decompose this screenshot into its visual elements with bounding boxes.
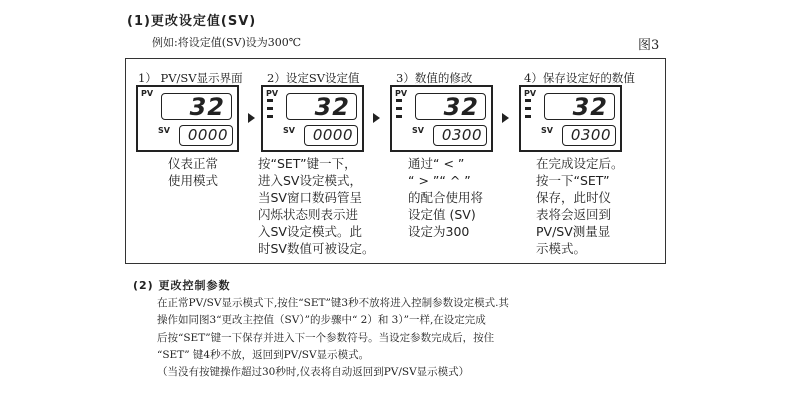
desc-line: 通过“ < ” bbox=[408, 156, 465, 171]
section-2-body bbox=[157, 295, 509, 381]
pv-value: 32 bbox=[189, 93, 225, 121]
step-1-title: 1） PV/SV显示界面 bbox=[138, 71, 243, 85]
sv-value: 0300 bbox=[441, 126, 482, 144]
pv-label: PV bbox=[395, 89, 408, 98]
controller-panel-step-3 bbox=[390, 85, 493, 152]
pv-display bbox=[544, 93, 615, 120]
example-text: 例如:将设定值(SV)设为300℃ bbox=[152, 36, 302, 49]
step-4-title: 4）保存设定好的数值 bbox=[524, 71, 635, 85]
body-line: 后按“SET”键一下保存并进入下一个参数符号。当设定参数完成后，按住 bbox=[157, 331, 495, 344]
desc-line: 使用模式 bbox=[168, 173, 219, 188]
pv-label: PV bbox=[266, 89, 279, 98]
pv-value: 32 bbox=[314, 93, 350, 121]
pv-display bbox=[161, 93, 232, 120]
desc-line: PV/SV测量显 bbox=[536, 224, 611, 239]
body-line: 在正常PV/SV显示模式下,按住“SET”键3秒不放将进入控制参数设定模式.其 bbox=[157, 297, 509, 309]
pv-value: 32 bbox=[443, 93, 479, 121]
sv-label: SV bbox=[412, 126, 424, 135]
sv-display bbox=[562, 125, 616, 146]
step-2-title: 2）设定SV设定值 bbox=[267, 71, 360, 85]
desc-line: 设定值 (SV) bbox=[408, 207, 476, 222]
sv-label: SV bbox=[283, 126, 295, 135]
step-3-description bbox=[408, 155, 483, 240]
pv-display bbox=[286, 93, 357, 120]
sv-display bbox=[179, 125, 233, 146]
desc-line: “ > ”“ ^ ” bbox=[408, 173, 471, 188]
desc-line: 当SV窗口数码管呈 bbox=[258, 190, 362, 205]
arrow-right-icon bbox=[373, 113, 380, 123]
controller-panel-step-1 bbox=[136, 85, 239, 152]
step-4-description bbox=[536, 155, 624, 257]
controller-panel-step-2 bbox=[261, 85, 364, 152]
body-line: 操作如同图3“更改主控值（SV）”的步骤中“ 2）和 3）”一样,在设定完成 bbox=[157, 314, 486, 327]
pv-label: PV bbox=[524, 89, 537, 98]
desc-line: 设定为300 bbox=[408, 224, 470, 239]
desc-line: 保存，此时仪 bbox=[536, 190, 612, 205]
desc-line: 示模式。 bbox=[536, 241, 587, 256]
step-3-title: 3）数值的修改 bbox=[396, 71, 473, 85]
desc-line: 的配合使用将 bbox=[408, 190, 484, 205]
step-2-description bbox=[258, 155, 375, 257]
body-line: “SET” 键4秒不放，返回到PV/SV显示模式。 bbox=[157, 348, 370, 361]
indicator-leds-icon bbox=[267, 99, 275, 123]
desc-line: 闪烁状态则表示进 bbox=[258, 207, 359, 222]
pv-label: PV bbox=[141, 89, 154, 98]
figure-label: 图3 bbox=[638, 38, 660, 53]
sv-label: SV bbox=[541, 126, 553, 135]
arrow-right-icon bbox=[248, 113, 255, 123]
sv-display bbox=[433, 125, 487, 146]
desc-line: 时SV数值可被设定。 bbox=[258, 241, 375, 256]
arrow-right-icon bbox=[502, 113, 509, 123]
desc-line: 入SV设定模式。此 bbox=[258, 224, 362, 239]
desc-line: 按“SET”键一下， bbox=[258, 156, 357, 171]
sv-value: 0000 bbox=[312, 126, 353, 144]
desc-line: 表将会返回到 bbox=[536, 207, 612, 222]
body-line: （当没有按键操作超过30秒时,仪表将自动返回到PV/SV显示模式） bbox=[157, 366, 470, 379]
sv-value: 0300 bbox=[570, 126, 611, 144]
indicator-leds-icon bbox=[525, 99, 533, 123]
sv-display bbox=[304, 125, 358, 146]
desc-line: 仪表正常 bbox=[168, 156, 219, 171]
desc-line: 进入SV设定模式， bbox=[258, 173, 362, 188]
desc-line: 在完成设定后。 bbox=[536, 156, 624, 171]
sv-label: SV bbox=[158, 126, 170, 135]
sv-value: 0000 bbox=[187, 126, 228, 144]
section-2-title: (2) 更改控制参数 bbox=[133, 279, 231, 292]
indicator-leds-icon bbox=[396, 99, 404, 123]
step-1-description bbox=[168, 155, 218, 189]
controller-panel-step-4 bbox=[519, 85, 622, 152]
pv-value: 32 bbox=[572, 93, 608, 121]
desc-line: 按一下“SET” bbox=[536, 173, 610, 188]
section-1-title: (1)更改设定值(SV) bbox=[127, 14, 257, 29]
pv-display bbox=[415, 93, 486, 120]
